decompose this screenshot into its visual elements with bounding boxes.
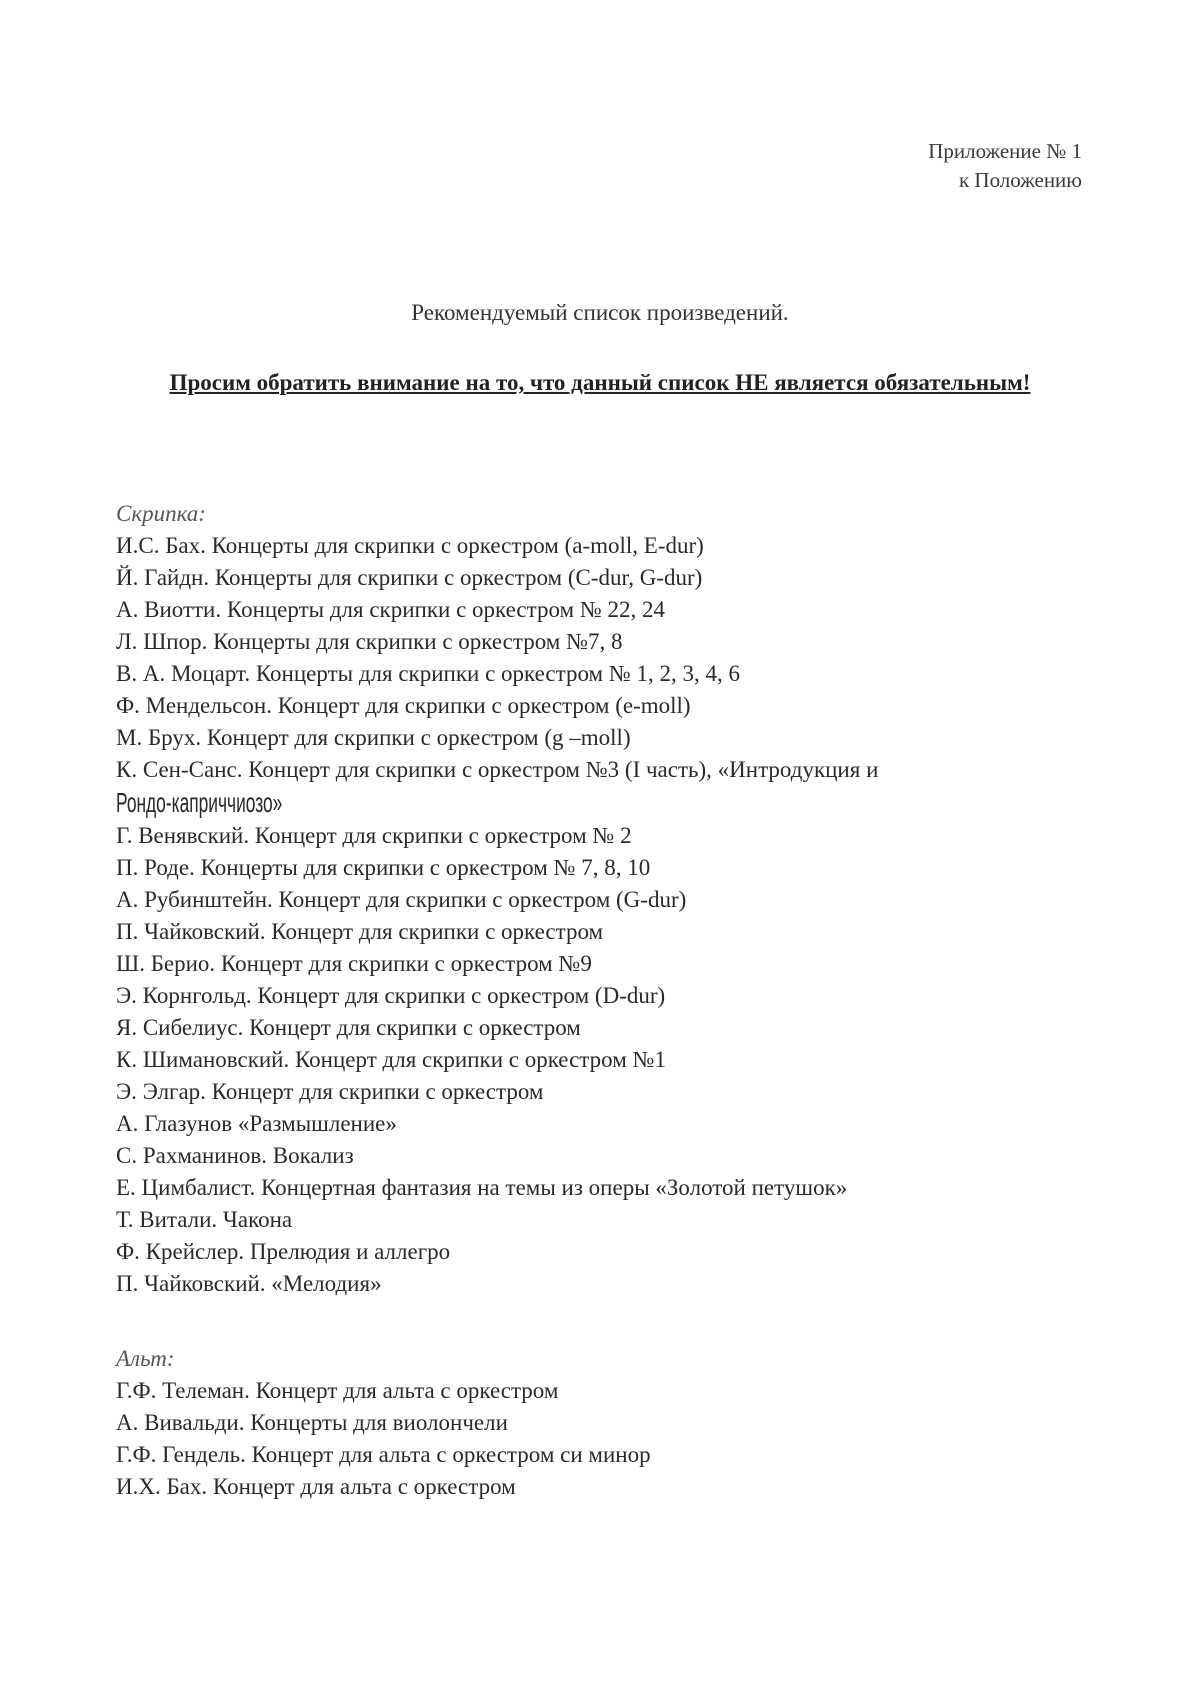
list-item: Г. Венявский. Концерт для скрипки с оркестром № 2 xyxy=(116,823,632,848)
violin-section xyxy=(116,498,1116,1300)
list-item: Э. Корнгольд. Концерт для скрипки с оркестром (D-dur) xyxy=(116,983,666,1008)
list-item: П. Чайковский. Концерт для скрипки с оркестром xyxy=(116,919,604,944)
viola-heading: Альт: xyxy=(116,1346,175,1371)
list-item: Г.Ф. Телеман. Концерт для альта с оркестром xyxy=(116,1378,559,1403)
list-item: И.Х. Бах. Концерт для альта с оркестром xyxy=(116,1474,516,1499)
list-item: К. Сен-Санс. Концерт для скрипки с оркестром №3 (I часть), «Интродукция и xyxy=(116,757,879,782)
list-item: Ш. Берио. Концерт для скрипки с оркестром №9 xyxy=(116,951,592,976)
list-item: Й. Гайдн. Концерты для скрипки с оркестром (C-dur, G-dur) xyxy=(116,565,703,590)
list-item: А. Виотти. Концерты для скрипки с оркестром № 22, 24 xyxy=(116,597,666,622)
notice-text: Просим обратить внимание на то, что данный список НЕ является обязательным! xyxy=(169,370,1031,395)
list-item: Е. Цимбалист. Концертная фантазия на темы из оперы «Золотой петушок» xyxy=(116,1175,848,1200)
list-item: Л. Шпор. Концерты для скрипки с оркестром №7, 8 xyxy=(116,629,623,654)
violin-heading: Скрипка: xyxy=(116,501,206,526)
list-item: А. Глазунов «Размышление» xyxy=(116,1111,397,1136)
list-item: М. Брух. Концерт для скрипки с оркестром (g –moll) xyxy=(116,725,631,750)
page-title: Рекомендуемый список произведений. xyxy=(411,300,789,325)
list-item: И.С. Бах. Концерты для скрипки с оркестром (a-moll, E-dur) xyxy=(116,533,704,558)
viola-section xyxy=(116,1343,1116,1503)
list-item: С. Рахманинов. Вокализ xyxy=(116,1143,354,1168)
list-item: А. Рубинштейн. Концерт для скрипки с оркестром (G-dur) xyxy=(116,887,687,912)
list-item: Г.Ф. Гендель. Концерт для альта с оркестром си минор xyxy=(116,1442,651,1467)
list-item: П. Роде. Концерты для скрипки с оркестром № 7, 8, 10 xyxy=(116,855,651,880)
list-item: Ф. Крейслер. Прелюдия и аллегро xyxy=(116,1239,451,1264)
list-item: П. Чайковский. «Мелодия» xyxy=(116,1271,382,1296)
list-item: Т. Витали. Чакона xyxy=(116,1207,293,1232)
list-item: Я. Сибелиус. Концерт для скрипки с оркестром xyxy=(116,1015,581,1040)
appendix-number: Приложение № 1 xyxy=(928,139,1082,163)
list-item: Э. Элгар. Концерт для скрипки с оркестром xyxy=(116,1079,544,1104)
list-item-continuation: Рондо-каприччиозо» xyxy=(116,787,283,818)
list-item: А. Вивальди. Концерты для виолончели xyxy=(116,1410,508,1435)
appendix-regulation: к Положению xyxy=(958,168,1082,192)
list-item: Ф. Мендельсон. Концерт для скрипки с оркестром (e-moll) xyxy=(116,693,691,718)
list-item: В. А. Моцарт. Концерты для скрипки с оркестром № 1, 2, 3, 4, 6 xyxy=(116,661,741,686)
appendix-reference xyxy=(928,137,1082,195)
list-item: К. Шимановский. Концерт для скрипки с оркестром №1 xyxy=(116,1047,666,1072)
